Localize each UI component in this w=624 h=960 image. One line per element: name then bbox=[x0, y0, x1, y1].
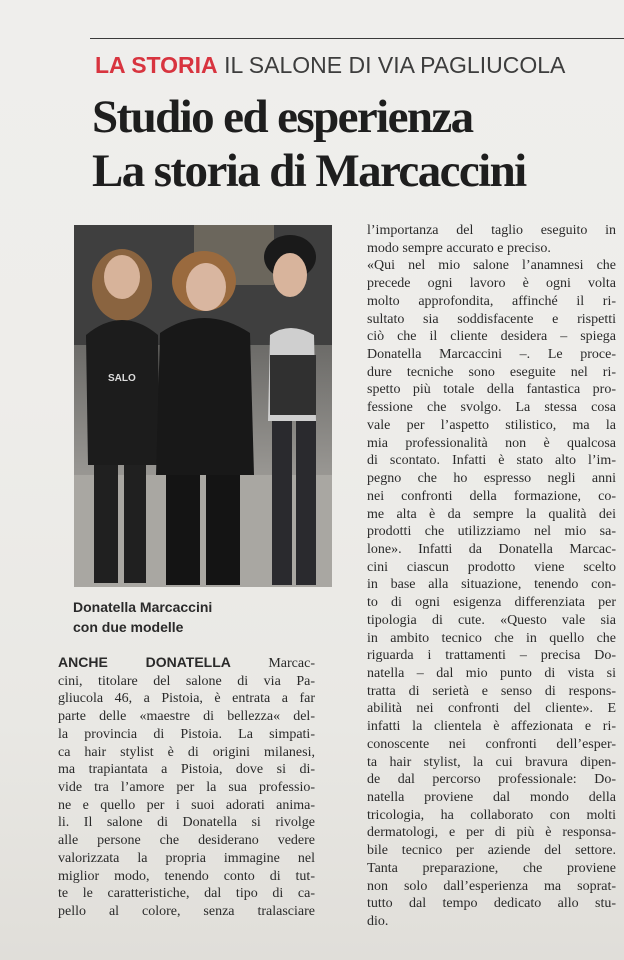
right-column-line: natella – dal mio punto di vista si bbox=[367, 665, 616, 681]
left-column-line: valorizzata la propria immagine nel bbox=[58, 850, 315, 866]
right-column-line: tratta di serietà e senso di respons- bbox=[367, 683, 616, 699]
right-column bbox=[367, 222, 616, 931]
left-column-line: ne e quello per i suoi adorati anima- bbox=[58, 797, 315, 813]
top-rule bbox=[90, 38, 624, 39]
bleed-through-text bbox=[130, 4, 570, 24]
caption-line-2: con due modelle bbox=[73, 619, 184, 635]
left-column-line: pello al colore, senza tralasciare bbox=[58, 904, 315, 920]
right-column-line: in ambito tecnico che in quello che bbox=[367, 630, 616, 646]
left-column-line: gliucola 46, a Pistoia, è entrata a far bbox=[58, 691, 315, 707]
right-column-line: pegno che ho espresso negli anni bbox=[367, 471, 616, 487]
section-kicker bbox=[95, 52, 565, 79]
right-column-line: ciò che il cliente desidera – spiega bbox=[367, 329, 616, 345]
right-column-line: prodotti che utilizziamo nel mio sa- bbox=[367, 524, 616, 540]
left-column-line: la provincia di Pistoia. La simpati- bbox=[58, 726, 315, 742]
right-column-line: dermatologi, e per di più è responsa- bbox=[367, 825, 616, 841]
left-column-line: ma trapiantata a Pistoia, dove si di- bbox=[58, 762, 315, 778]
left-column-line: te le caratteristiche, dal tipo di ca- bbox=[58, 886, 315, 902]
section-label: LA STORIA bbox=[95, 52, 218, 78]
right-column-line: non solo dall’esperienza ma soprat- bbox=[367, 878, 616, 894]
left-column-line: alle persone che desiderano vedere bbox=[58, 833, 315, 849]
photo-caption bbox=[73, 597, 333, 637]
right-column-line: sultato sia soddisfacente e rispetti bbox=[367, 311, 616, 327]
shirt-print-text: SALO bbox=[108, 373, 136, 384]
caption-line-1: Donatella Marcaccini bbox=[73, 599, 213, 615]
right-column-line: spetto più totale della fantastica pro- bbox=[367, 382, 616, 398]
headline bbox=[92, 90, 622, 198]
right-column-line: nei confronti della formazione, co- bbox=[367, 488, 616, 504]
right-column-line: dio. bbox=[367, 914, 389, 930]
photo-illustration bbox=[74, 225, 332, 587]
right-column-line: mia professionalità non è qualcosa bbox=[367, 435, 616, 451]
right-column-line: modo sempre accurato e preciso. bbox=[367, 240, 551, 256]
right-column-line: riguarda i trattamenti – precisa Do- bbox=[367, 648, 616, 664]
left-column-line: cini, titolare del salone di via Pa- bbox=[58, 673, 315, 689]
left-column-line bbox=[58, 654, 315, 673]
right-column-line: precede ogni lavoro è ogni volta bbox=[367, 276, 616, 292]
right-column-line: Donatella Marcaccini –. Le proce- bbox=[367, 347, 616, 363]
right-column-line: di scontato. Infatti è stato alto l’im- bbox=[367, 453, 616, 469]
right-column-line: l’importanza del taglio eseguito in bbox=[367, 223, 616, 238]
right-column-line: cini ciascun prodotto viene scelto bbox=[367, 559, 616, 575]
right-column-line: tricologia, ha collaborato con molti bbox=[367, 807, 616, 823]
right-column-line: conoscente nei confronti dell’esper- bbox=[367, 736, 616, 752]
right-column-line: to di ogni esigenza differenziata per bbox=[367, 595, 616, 611]
right-column-line: ta hair stylist, la cui bravura dipen- bbox=[367, 754, 616, 770]
left-column bbox=[58, 654, 315, 921]
left-column-line: ca hair stylist è di origini milanesi, bbox=[58, 744, 315, 760]
left-column-line: li. Il salone di Donatella si rivolge bbox=[58, 815, 315, 831]
section-subtitle: IL SALONE DI VIA PAGLIUCOLA bbox=[224, 52, 566, 78]
right-column-line: bile tecnico per aziende del settore. bbox=[367, 843, 616, 859]
right-column-line: molto approfondita, affinché il ri- bbox=[367, 293, 616, 309]
right-column-line: abilità nei confronti del cliente». E bbox=[367, 701, 616, 717]
right-column-line: vale per l’aspetto stilistico, ma la bbox=[367, 417, 616, 433]
right-column-line: de dal percorso professionale: Do- bbox=[367, 772, 616, 788]
right-column-line: lone». Infatti da Donatella Marcac- bbox=[367, 541, 616, 557]
article-photo bbox=[74, 225, 332, 587]
lead-in: ANCHE DONATELLA bbox=[58, 654, 231, 670]
right-column-line: fessione che svolgo. La stessa cosa bbox=[367, 400, 616, 416]
right-column-line: in base alla situazione, tenendo con- bbox=[367, 577, 616, 593]
headline-line-1: Studio ed esperienza bbox=[92, 91, 473, 143]
right-column-line: natella proviene dal mondo della bbox=[367, 790, 616, 805]
headline-line-2: La storia di Marcaccini bbox=[92, 145, 526, 197]
right-column-line: Tanta preparazione, che proviene bbox=[367, 860, 616, 876]
right-column-line: tipologia di cute. «Questo vale sia bbox=[367, 612, 616, 628]
right-column-line: tutto dal tempo dedicato allo stu- bbox=[367, 896, 616, 912]
right-column-line: «Qui nel mio salone l’anamnesi che bbox=[367, 258, 616, 274]
left-column-line: vide tra l’amore per la sua professio- bbox=[58, 780, 315, 796]
left-column-line: parte delle «maestre di bellezza« del- bbox=[58, 709, 315, 725]
lead-continuation: Marcac- bbox=[230, 656, 315, 671]
right-column-line: dure tecniche sono eseguite nel ri- bbox=[367, 364, 616, 380]
left-column-line: miglior modo, tenendo conto di tut- bbox=[58, 868, 315, 884]
right-column-line: me alta è da sempre la qualità dei bbox=[367, 506, 616, 522]
right-column-line: infatti la clientela è affezionata e ri- bbox=[367, 719, 616, 735]
